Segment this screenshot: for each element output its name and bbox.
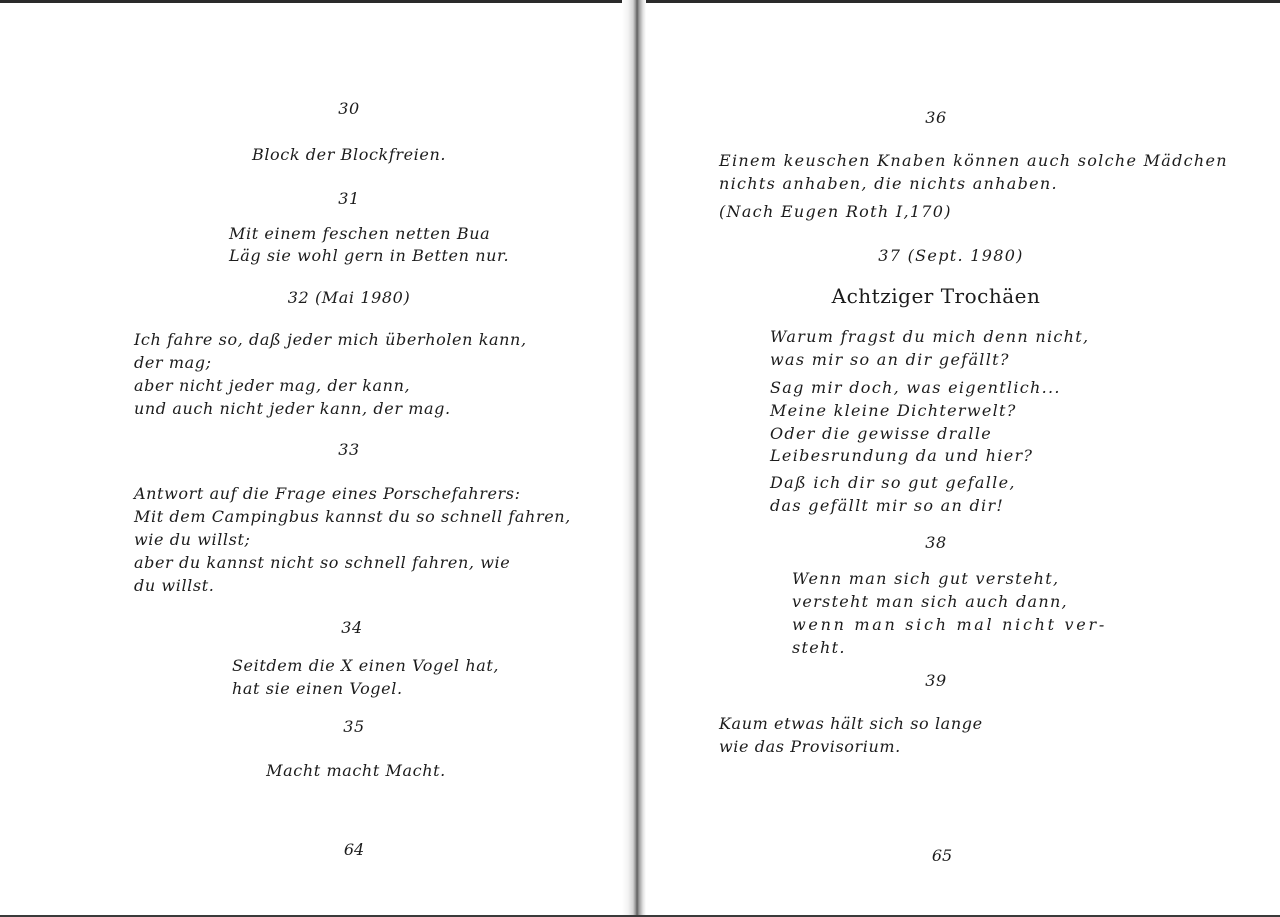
entry-35-line: Macht macht Macht.	[266, 761, 446, 780]
entry-32-line-4: und auch nicht jeder kann, der mag.	[134, 399, 451, 418]
entry-37-line-7: Daß ich dir so gut gefalle,	[770, 473, 1016, 492]
entry-30-line: Block der Blockfreien.	[251, 145, 447, 164]
entry-32-line-2: der mag;	[134, 353, 212, 372]
entry-37-line-5: Oder die gewisse dralle	[770, 424, 993, 443]
entry-38-line-3: wenn man sich mal nicht ver-	[792, 615, 1107, 634]
book-gutter	[622, 0, 646, 917]
entry-33-line-4: aber du kannst nicht so schnell fahren, wie	[134, 553, 511, 572]
entry-number-39: 39	[925, 671, 947, 690]
entry-31-line-2: Läg sie wohl gern in Betten nur.	[229, 246, 510, 265]
entry-36-line-2: nichts anhaben, die nichts anhaben.	[719, 174, 1058, 193]
entry-38-line-2: versteht man sich auch dann,	[792, 592, 1068, 611]
entry-38-line-4: steht.	[792, 638, 846, 657]
entry-number-36: 36	[925, 108, 947, 127]
entry-37-line-2: was mir so an dir gefällt?	[770, 350, 1010, 369]
entry-number-31: 31	[338, 189, 360, 208]
entry-39-line-1: Kaum etwas hält sich so lange	[719, 714, 983, 733]
page-number-left: 64	[343, 840, 365, 859]
page-number-right: 65	[931, 846, 953, 865]
entry-37-line-6: Leibesrundung da und hier?	[770, 446, 1034, 465]
entry-38-line-1: Wenn man sich gut versteht,	[792, 569, 1060, 588]
entry-37-line-8: das gefällt mir so an dir!	[770, 496, 1005, 515]
entry-37-line-4: Meine kleine Dichterwelt?	[770, 401, 1017, 420]
entry-number-35: 35	[343, 717, 365, 736]
entry-37-line-1: Warum fragst du mich denn nicht,	[770, 327, 1090, 346]
entry-36-line-1: Einem keuschen Knaben können auch solche Mädchen	[719, 151, 1228, 170]
entry-34-line-2: hat sie einen Vogel.	[232, 679, 403, 698]
entry-number-38: 38	[925, 533, 947, 552]
entry-33-line-5: du willst.	[134, 576, 215, 595]
entry-number-33: 33	[338, 440, 360, 459]
entry-32-line-3: aber nicht jeder mag, der kann,	[134, 376, 411, 395]
entry-39-line-2: wie das Provisorium.	[719, 737, 901, 756]
entry-34-line-1: Seitdem die X einen Vogel hat,	[232, 656, 500, 675]
entry-37-line-3: Sag mir doch, was eigentlich...	[770, 378, 1061, 397]
entry-number-30: 30	[338, 99, 360, 118]
right-page	[646, 0, 1280, 917]
entry-31-line-1: Mit einem feschen netten Bua	[229, 224, 491, 243]
entry-33-line-1: Antwort auf die Frage eines Porschefahrers:	[134, 484, 521, 503]
left-page	[0, 0, 622, 917]
entry-number-37: 37 (Sept. 1980)	[878, 246, 1024, 265]
entry-33-line-3: wie du willst;	[134, 530, 251, 549]
entry-number-32: 32 (Mai 1980)	[287, 288, 411, 307]
poem-title: Achtziger Trochäen	[831, 284, 1041, 308]
entry-33-line-2: Mit dem Campingbus kannst du so schnell fahren,	[134, 507, 571, 526]
entry-number-34: 34	[341, 618, 363, 637]
entry-36-source: (Nach Eugen Roth I,170)	[719, 202, 952, 221]
entry-32-line-1: Ich fahre so, daß jeder mich überholen kann,	[134, 330, 527, 349]
